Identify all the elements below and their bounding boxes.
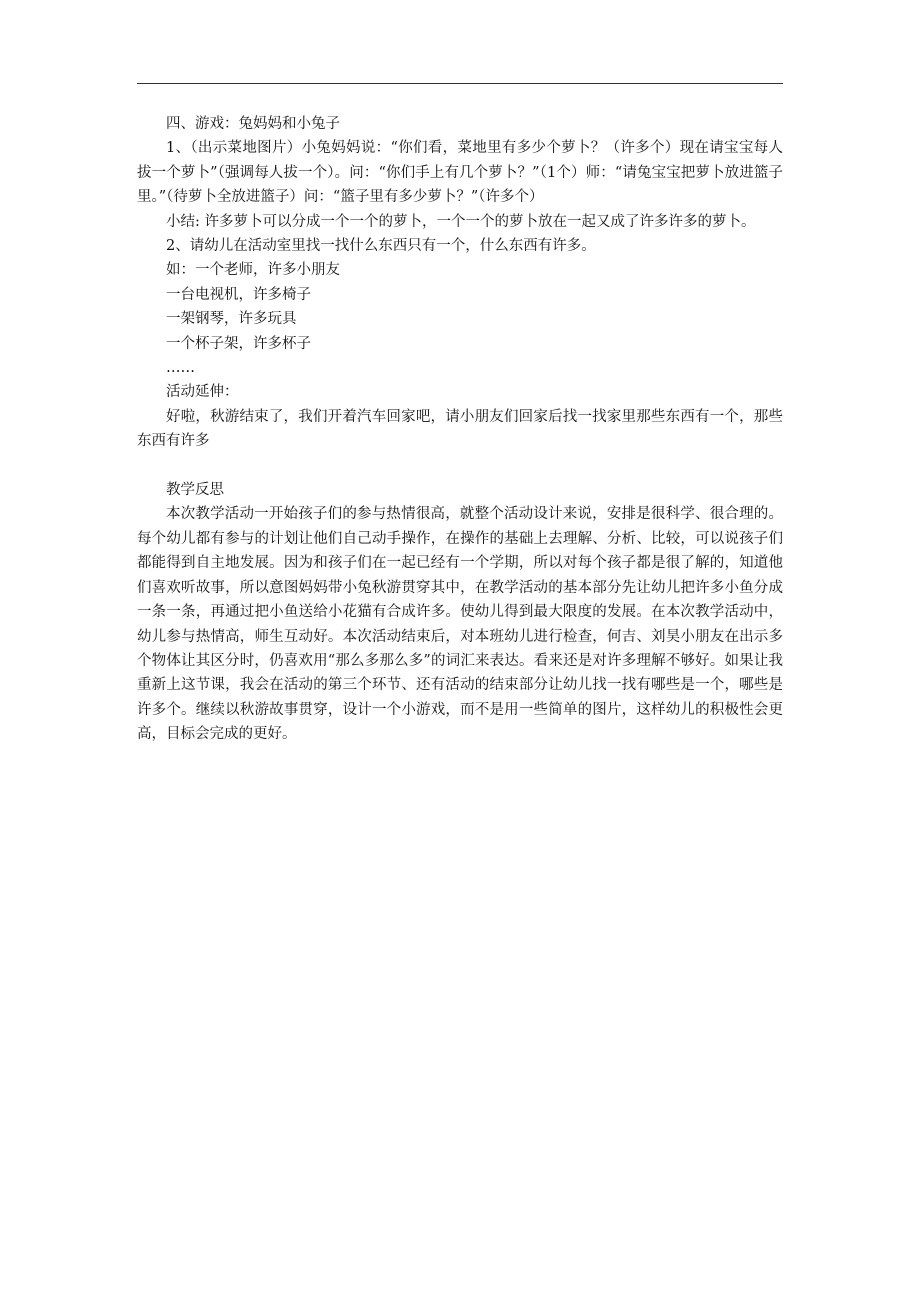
reflection-heading: 教学反思: [166, 482, 224, 499]
game-step-2: 2、请幼儿在活动室里找一找什么东西只有一个，什么东西有许多。: [166, 238, 596, 255]
game-summary: 小结: 许多萝卜可以分成一个一个的萝卜，一个一个的萝卜放在一起又成了许多许多的萝卜。: [166, 213, 756, 230]
extension-heading: 活动延伸：: [166, 384, 239, 401]
example-line: 如：一个老师，许多小朋友: [166, 262, 340, 279]
game-step-1: 1、（出示菜地图片）小兔妈妈说：“你们看，菜地里有多少个萝卜？（许多个）现在请宝宝每人拔一个萝卜”（强调每人拔一个）。问：“你们手上有几个萝卜？”（1个）师：“请兔宝宝把萝卜放进篮子里。”（待萝卜全放进篮子）问：“篮子里有多少萝卜？”（许多个）: [137, 140, 783, 206]
example-line: 一架钢琴，许多玩具: [166, 311, 297, 328]
extension-body: 好啦，秋游结束了，我们开着汽车回家吧，请小朋友们回家后找一找家里那些东西有一个，那些东西有许多: [137, 408, 783, 450]
paragraph-spacer: [137, 454, 783, 478]
example-line: 一个杯子架，许多杯子: [166, 335, 311, 352]
document-body: [137, 112, 783, 747]
header-rule: [137, 83, 783, 84]
reflection-body: 本次教学活动一开始孩子们的参与热情很高，就整个活动设计来说，安排是很科学、很合理的。每个幼儿都有参与的计划让他们自己动手操作，在操作的基础上去理解、分析、比较，可以说孩子们都能得到自主地发展。因为和孩子们在一起已经有一个学期，所以对每个孩子都是很了解的，知道他们喜欢听故事，所以意图妈妈带小兔秋游贯穿其中，在教学活动的基本部分先让幼儿把许多小鱼分成一条一条，再通过把小鱼送给小花猫有合成许多。使幼儿得到最大限度的发展。在本次教学活动中，幼儿参与热情高，师生互动好。本次活动结束后，对本班幼儿进行检查，何吉、刘昊小朋友在出示多个物体让其区分时，仍喜欢用“那么多那么多”的词汇来表达。看来还是对许多理解不够好。如果让我重新上这节课，我会在活动的第三个环节、还有活动的结束部分让幼儿找一找有哪些是一个，哪些是许多个。继续以秋游故事贯穿，设计一个小游戏，而不是用一些简单的图片，这样幼儿的积极性会更高，目标会完成的更好。: [137, 506, 783, 743]
example-line: 一台电视机，许多椅子: [166, 286, 311, 303]
example-ellipsis: ……: [166, 360, 195, 377]
game-heading: 四、游戏：兔妈妈和小兔子: [166, 116, 340, 132]
